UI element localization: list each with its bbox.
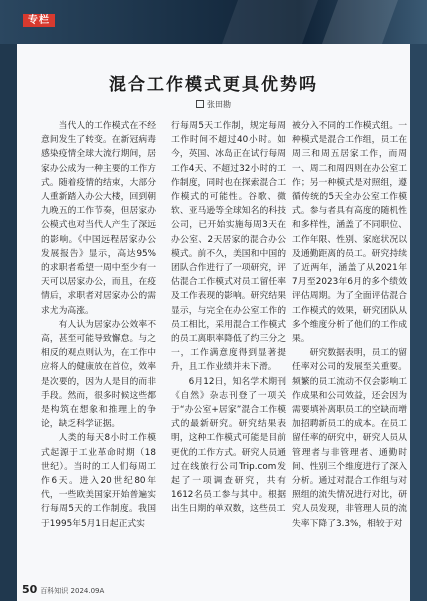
- paragraph: 当代人的工作模式在不经意间发生了转变。在新冠病毒感染疫情全球大流行期间，居家办公成为一种主要的工作方式。随着疫情的结束，大部分人重新踏入办公大楼，回到朝九晚五的工作节奏，但居家办公模式也对当代人产生了深远的影响。《中国远程居家办公发展报告》显示，高达95%的求职者希望一周中至少有一天可以居家办公，而且，在疫情后，求职者对居家办公的需求尤为高涨。: [41, 121, 156, 316]
- paragraph: 行每周5天工作制，规定每周工作时间不超过40小时。如今，英国、冰岛正在试行每周工作4天、不超过32小时的工作制度，同时也在探索混合工作模式的可能性。谷歌、微软、亚马逊等全球知名的科技公司，已开始实施每周3天在办公室、2天居家的混合办公模式。前不久，美国和中国的团队合作进行了一项研究，评估混合工作模式对员工留任率及工作表现的影响。研究结果显示，与完全在办公室工作的员工相比，采用混合工作模式的员工离职率降低了约三分之一，工作满意度得到显著提升，且工作业绩并未下滑。: [171, 121, 286, 373]
- article-title: 混合工作模式更具优势吗: [109, 75, 318, 95]
- column-tag: 专栏: [23, 14, 55, 27]
- magazine-issue: 百科知识 2024.09A: [40, 587, 105, 595]
- paragraph: 被分入不同的工作模式组。一种模式是混合工作组，员工在周三和周五居家工作，而周一、周二和周四则在办公室工作；另一种模式是对照组，遵循传统的5天全办公室工作模式。参与者具有高度的随机性和多样性，涵盖了不同职位、工作年限、性别、家庭状况以及通勤距离的员工。研究持续了近两年，涵盖了从2021年7月至2023年6月的多个绩效评估周期。为了全面评估混合工作模式的效果，研究团队从多个维度分析了他们的工作成果。: [292, 121, 407, 345]
- right-background-strip: [410, 44, 427, 601]
- header-photo-band: [0, 0, 427, 44]
- paragraph: 6月12日，知名学术期刊《自然》杂志刊登了一项关于“办公室+居家”混合工作模式的最新研究。研究结果表明，这种工作模式可能是目前更优的工作方式。研究人员通过在线旅行公司Trip.com发起了一项调查研究，共有1612名员工参与其中。根据出生日期的单双数，这些员工: [171, 376, 286, 515]
- article-column-2: [171, 119, 286, 517]
- photo-highlight: [322, 0, 398, 44]
- paragraph: 人类的每天8小时工作模式起源于工业革命时期（18世纪）。当时的工人们每周工作6天。进入20世纪80年代，一些欧美国家开始普遍实行每周5天的工作制度。我国于1995年5月1日起正式实: [41, 433, 156, 529]
- paragraph: 研究数据表明，员工的留任率对公司的发展至关重要。频繁的员工流动不仅会影响工作成果和公司效益，还会因为需要填补离职员工的空缺而增加招聘新员工的成本。在员工留任率的研究中，研究人员从管理者与非管理者、通勤时间、性别三个维度进行了深入分析。通过对混合工作组与对照组的流失情况进行对比，研究人员发现，非管理人员的流失率下降了3.3%，相较于对: [292, 348, 407, 529]
- page-footer: [22, 583, 104, 596]
- paragraph: 有人认为居家办公效率不高，甚至可能导致懈怠。与之相反的观点则认为，在工作中应将人的健康放在首位，效率是次要的，因为人是目的而非手段。然而，很多时候这些都是构筑在想象和推理上的争论，缺乏科学证据。: [41, 319, 156, 430]
- author-line: [0, 99, 427, 110]
- page-number: 50: [22, 583, 38, 596]
- author-box-icon: [196, 100, 204, 108]
- author-name: 张田勘: [207, 100, 231, 109]
- article-column-3: [292, 119, 407, 531]
- article-column-1: [41, 119, 156, 531]
- photo-highlight: [222, 0, 318, 44]
- left-background-strip: [0, 44, 17, 601]
